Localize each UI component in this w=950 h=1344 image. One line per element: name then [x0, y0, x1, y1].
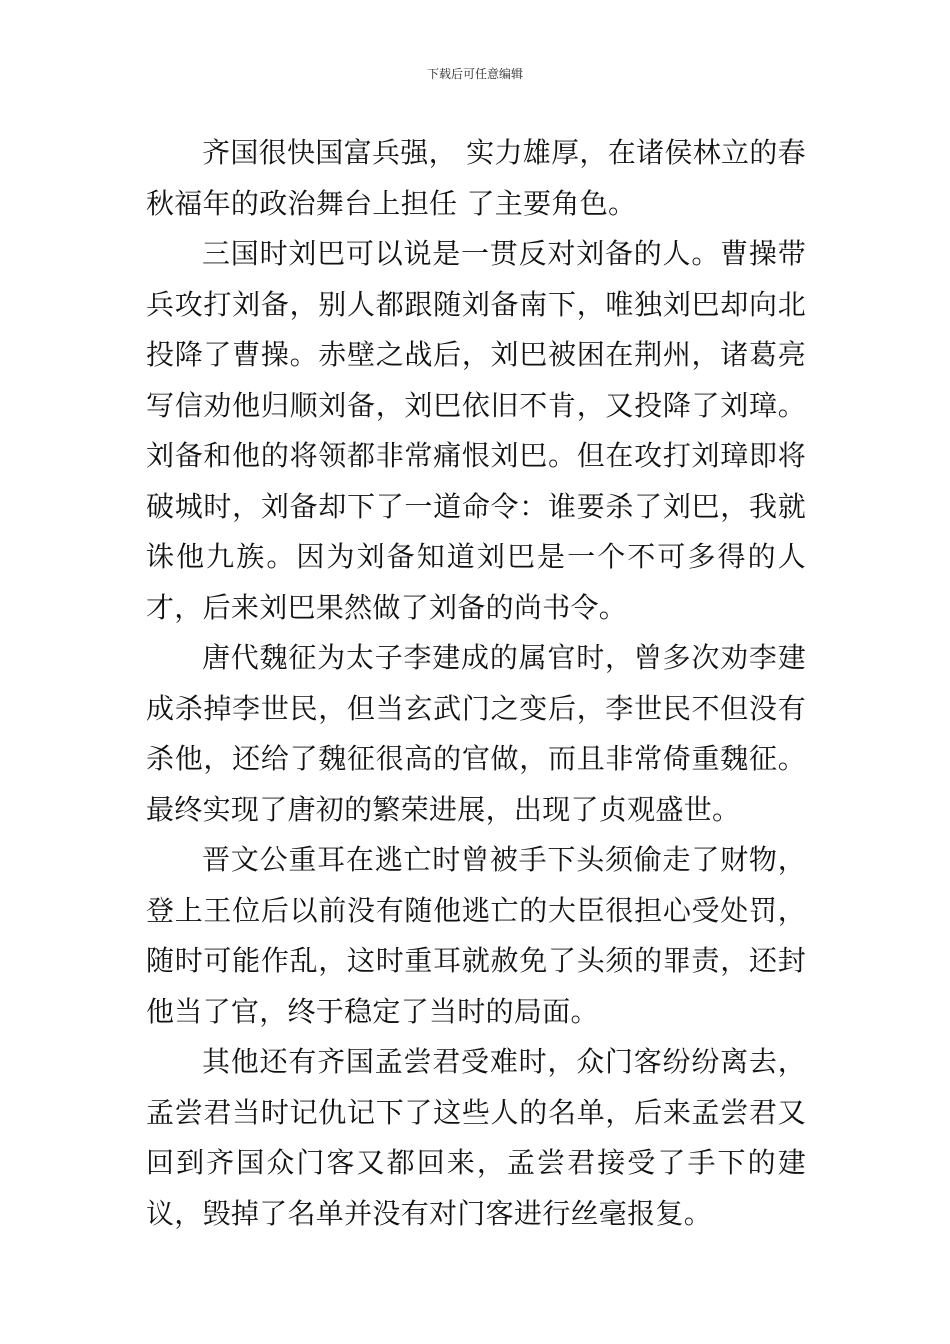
paragraph-liu-ba: 三国时刘巴可以说是一贯反对刘备的人。曹操带兵攻打刘备，别人都跟随刘备南下，唯独刘巴却向北投降了曹操。赤壁之战后，刘巴被困在荆州，诸葛亮写信劝他归顺刘备，刘巴依旧不肯，又投降了刘璋。刘备和他的将领都非常痛恨刘巴。但在攻打刘璋即将破城时，刘备却下了一道命令：谁要杀了刘巴，我就诛他九族。因为刘备知道刘巴是一个不可多得的人才，后来刘巴果然做了刘备的尚书令。 — [146, 237, 806, 624]
document-body — [146, 128, 806, 1239]
page-header-note: 下载后可任意编辑 — [426, 67, 523, 81]
paragraph-chong-er: 晋文公重耳在逃亡时曾被手下头须偷走了财物，登上王位后以前没有随他逃亡的大臣很担心受处罚，随时可能作乱，这时重耳就赦免了头须的罪责，还封他当了官，终于稳定了当时的局面。 — [146, 843, 806, 1028]
paragraph-meng-chang-jun: 其他还有齐国孟尝君受难时，众门客纷纷离去，孟尝君当时记仇记下了这些人的名单，后来孟尝君又回到齐国众门客又都回来，孟尝君接受了手下的建议，毁掉了名单并没有对门客进行丝毫报复。 — [146, 1045, 806, 1230]
paragraph-qi-state: 齐国很快国富兵强， 实力雄厚，在诸侯林立的春秋福年的政治舞台上担任 了主要角色。 — [146, 136, 806, 220]
paragraph-wei-zheng: 唐代魏征为太子李建成的属官时，曾多次劝李建成杀掉李世民，但当玄武门之变后，李世民不但没有杀他，还给了魏征很高的官做，而且非常倚重魏征。最终实现了唐初的繁荣进展，出现了贞观盛世。 — [146, 641, 806, 826]
